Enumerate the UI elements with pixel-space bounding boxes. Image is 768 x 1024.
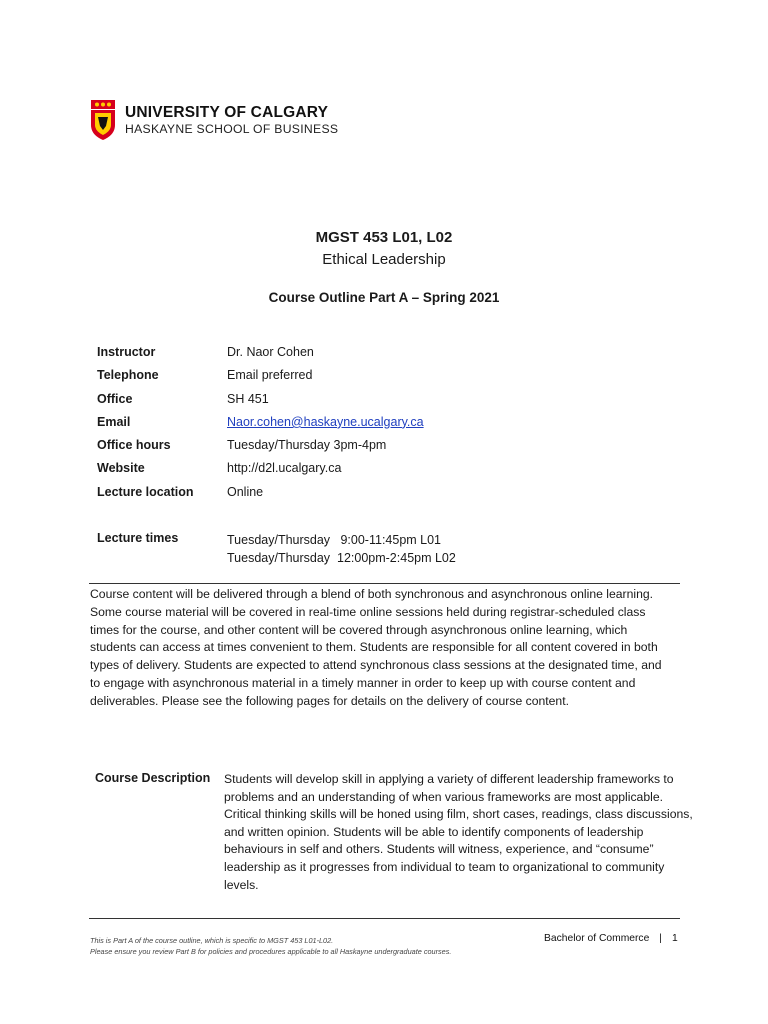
footer-note-line: This is Part A of the course outline, which is specific to MGST 453 L01-L02. <box>90 936 334 945</box>
info-row-telephone <box>97 368 424 391</box>
info-row-office <box>97 392 424 415</box>
info-label: Telephone <box>97 368 159 383</box>
footer-divider <box>89 918 680 919</box>
info-value: SH 451 <box>227 391 269 406</box>
crest-icon <box>88 99 118 141</box>
university-name: UNIVERSITY OF CALGARY <box>125 103 329 121</box>
info-row-lecture-location <box>97 485 424 508</box>
lecture-time-l02: Tuesday/Thursday 12:00pm-2:45pm L02 <box>227 551 456 565</box>
school-name: HASKAYNE SCHOOL OF BUSINESS <box>125 122 339 137</box>
footer-note <box>90 935 451 957</box>
info-label: Lecture location <box>97 484 194 499</box>
lecture-times-label: Lecture times <box>97 531 179 545</box>
course-info-table <box>97 345 424 508</box>
info-value: Online <box>227 484 264 499</box>
university-logo <box>88 96 358 144</box>
info-row-website <box>97 461 424 484</box>
info-label: Office <box>97 391 133 406</box>
website-url: http://d2l.ucalgary.ca <box>227 461 342 476</box>
info-row-email <box>97 415 424 438</box>
info-row-office-hours <box>97 438 424 461</box>
info-label: Email <box>97 414 131 429</box>
info-label: Instructor <box>97 345 156 359</box>
footer-separator: | <box>659 933 662 944</box>
email-link[interactable]: Naor.cohen@haskayne.ucalgary.ca <box>227 414 424 429</box>
footer-note-line: Please ensure you review Part B for policies and procedures applicable to all Haskayne undergraduate courses. <box>90 947 452 956</box>
info-value: Email preferred <box>227 368 313 383</box>
lecture-time-l01: Tuesday/Thursday 9:00-11:45pm L01 <box>227 533 442 547</box>
divider <box>89 583 680 584</box>
footer-page-info <box>544 933 678 944</box>
course-code: MGST 453 L01, L02 <box>315 229 453 246</box>
delivery-paragraph: Course content will be delivered through a blend of both synchronous and asynchronous online learning. Some course material will be covered in real-time online sessions held during registrar-scheduled class times for the course, and other content will be covered through asynchronous online learning, which students can access at times convenient to them. Students are responsible for all content covered in both types of delivery. Students are expected to attend synchronous class sessions at the designated time, and to engage with asynchronous material in a timely manner in order to keep up with course content and deliverables. Please see the following pages for details on the delivery of course content. <box>90 587 662 708</box>
outline-title: Course Outline Part A – Spring 2021 <box>268 290 500 305</box>
info-value: Tuesday/Thursday 3pm-4pm <box>227 438 387 453</box>
lecture-times <box>97 531 456 567</box>
info-label: Website <box>97 461 145 476</box>
info-row-instructor <box>97 345 424 368</box>
course-description-label: Course Description <box>95 771 211 785</box>
program-name: Bachelor of Commerce <box>544 933 650 944</box>
page-number: 1 <box>671 933 678 944</box>
info-value: Dr. Naor Cohen <box>227 345 314 359</box>
info-value <box>227 415 424 429</box>
course-description-text: Students will develop skill in applying a variety of different leadership frameworks to problems and an understanding of when various frameworks are most applicable. Critical thinking skills will be honed using film, short cases, readings, class discussions, and written opinion. Students will be able to identify components of leadership behaviours in self and others. Students will witness, experience, and “consume” leadership as it progresses from individual to team to organizational to community levels. <box>224 772 693 892</box>
info-label: Office hours <box>97 438 171 453</box>
course-name: Ethical Leadership <box>322 251 446 268</box>
